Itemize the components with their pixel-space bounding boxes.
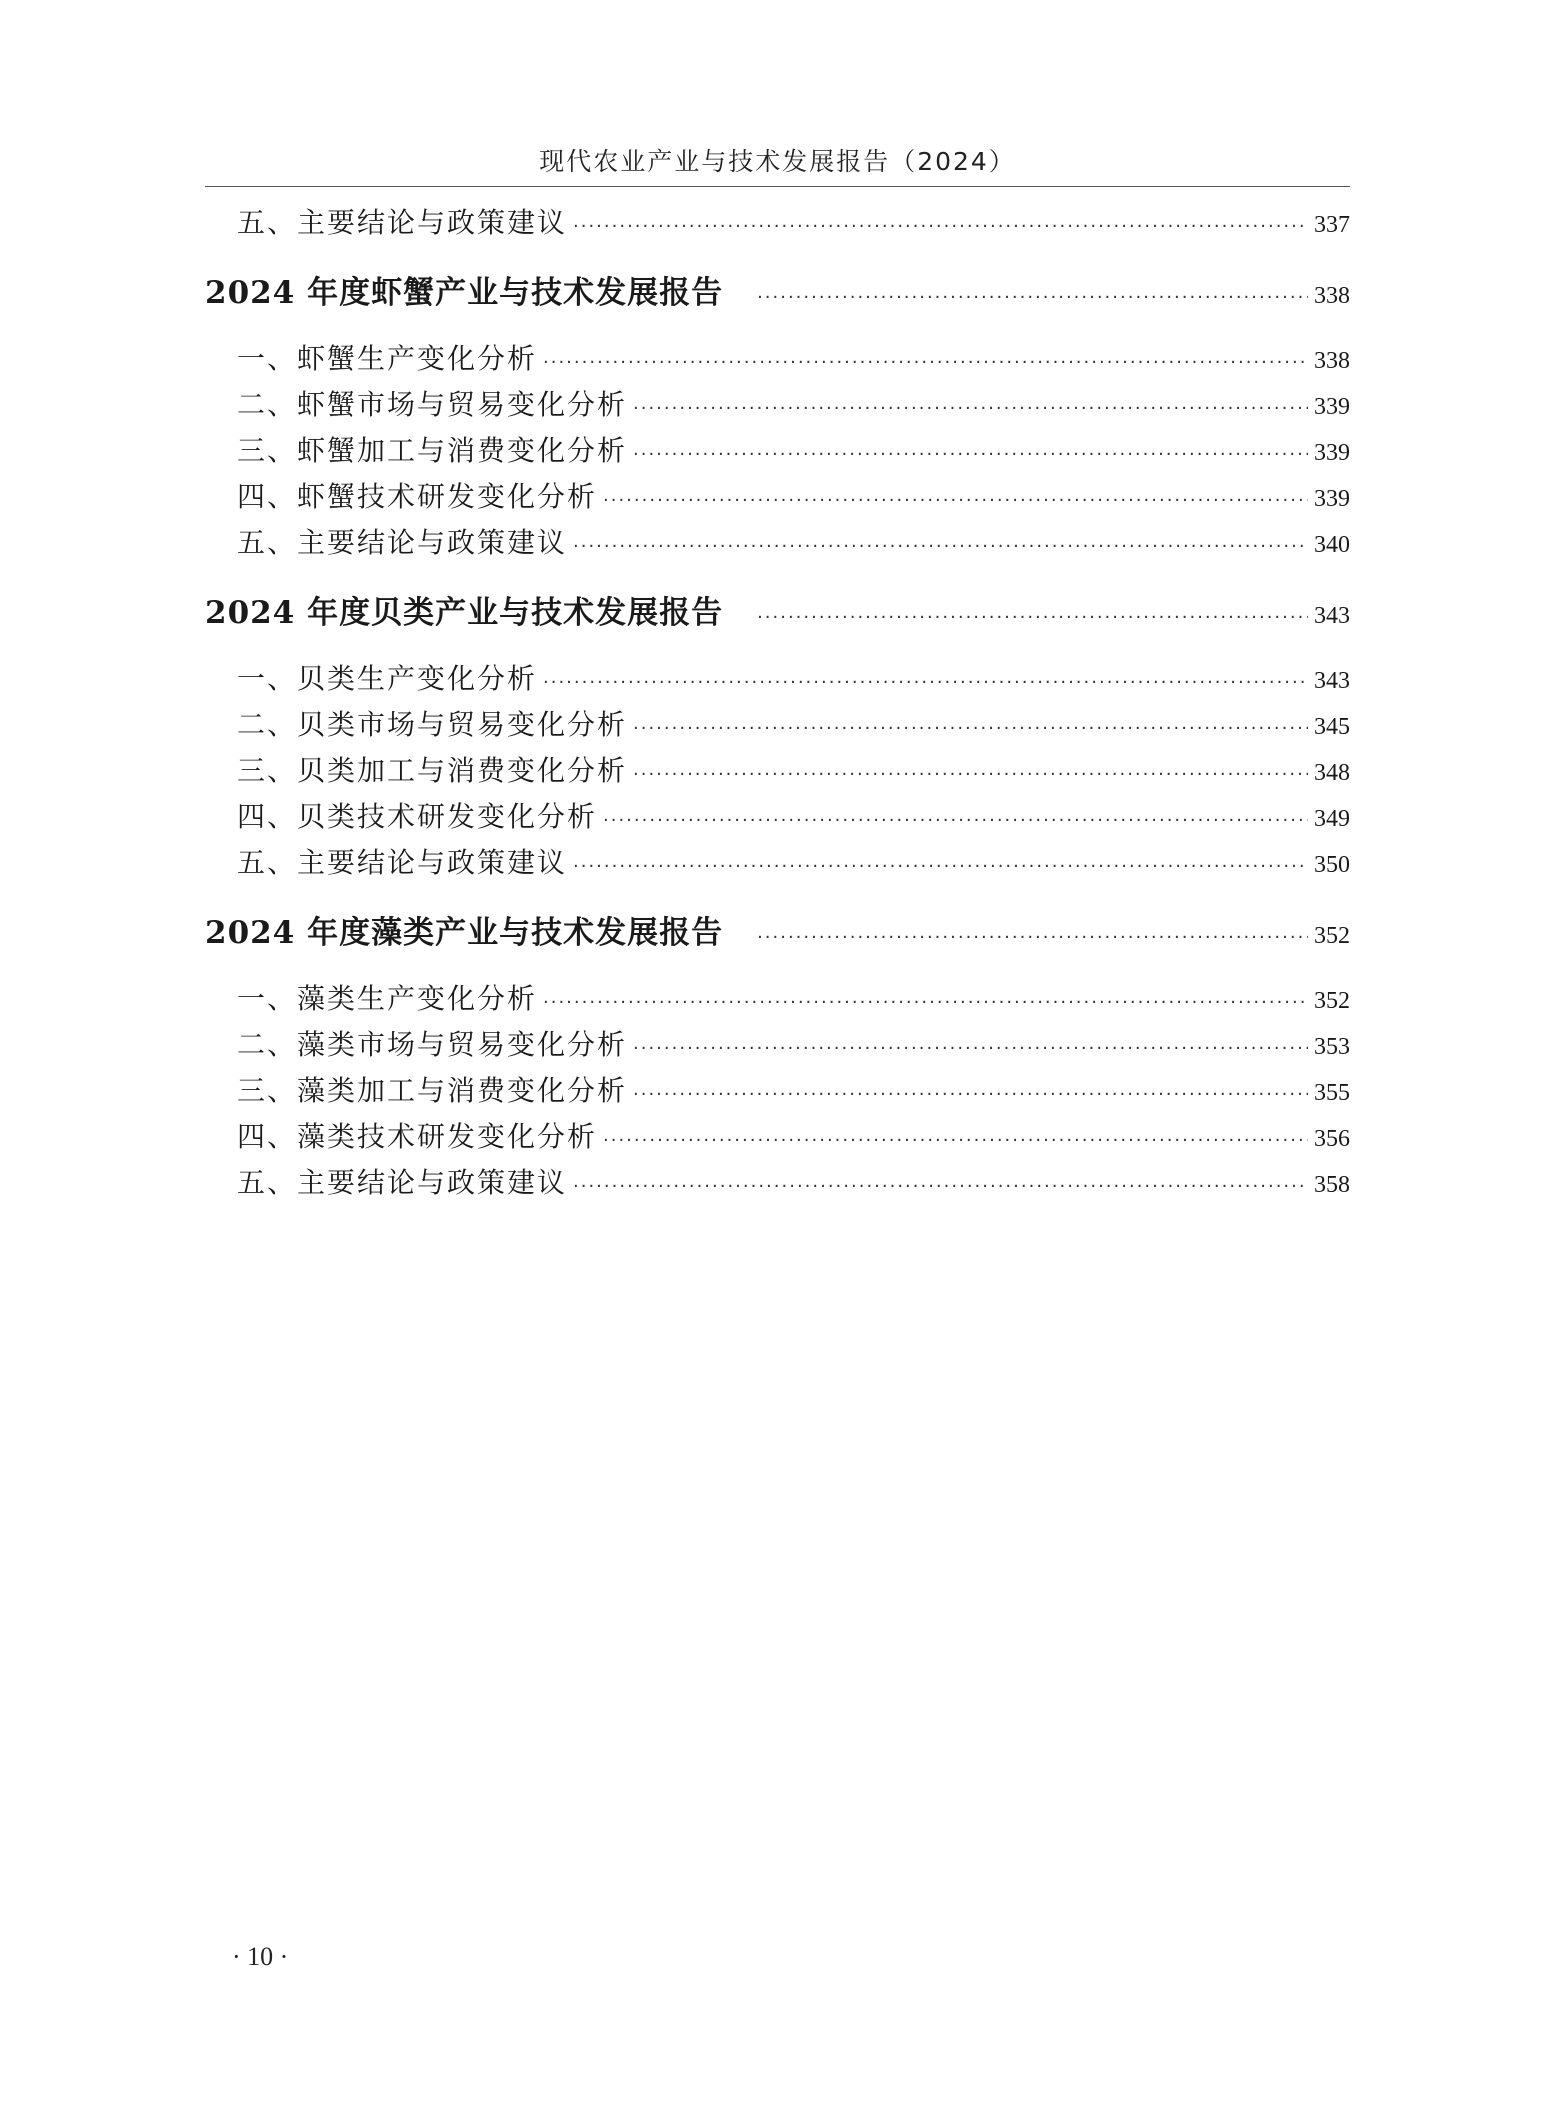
toc-entry-title: 二、藻类市场与贸易变化分析 (237, 1028, 628, 1061)
dot-leader (603, 478, 1308, 524)
toc-entry-title: 四、藻类技术研发变化分析 (237, 1120, 598, 1153)
toc-entry-page-number: 339 (1314, 394, 1350, 420)
toc-entry-page-number: 345 (1314, 714, 1350, 740)
dot-leader (543, 980, 1308, 1026)
toc-subsection-entry[interactable] (205, 794, 1350, 840)
toc-entry-title: 一、虾蟹生产变化分析 (237, 342, 538, 375)
toc-entry-page-number: 352 (1314, 923, 1350, 949)
dot-leader (603, 1118, 1308, 1164)
toc-entry-page-number: 349 (1314, 806, 1350, 832)
toc-entry-title: 一、贝类生产变化分析 (237, 662, 538, 695)
toc-entry-title: 二、贝类市场与贸易变化分析 (237, 708, 628, 741)
toc-subsection-entry[interactable] (205, 1114, 1350, 1160)
toc-entry-page-number: 356 (1314, 1126, 1350, 1152)
toc-subsection-entry[interactable] (205, 382, 1350, 428)
dot-leader (543, 340, 1308, 386)
toc-entry-title: 2024 年度虾蟹产业与技术发展报告 (205, 275, 724, 311)
toc-subsection-entry[interactable] (205, 656, 1350, 702)
dot-leader (573, 524, 1308, 570)
toc-subsection-entry[interactable] (205, 520, 1350, 566)
toc-section-entry[interactable] (205, 270, 1350, 316)
dot-leader (633, 1072, 1308, 1118)
toc-subsection-entry[interactable] (205, 840, 1350, 886)
toc-subsection-entry[interactable] (205, 428, 1350, 474)
toc-entry-page-number: 358 (1314, 1172, 1350, 1198)
toc-entry-page-number: 350 (1314, 852, 1350, 878)
toc-entry-title: 五、主要结论与政策建议 (237, 1166, 568, 1199)
toc-entry-page-number: 338 (1314, 348, 1350, 374)
toc-entry-title: 三、藻类加工与消费变化分析 (237, 1074, 628, 1107)
page-number: · 10 · (232, 1942, 289, 1971)
dot-leader (633, 1026, 1308, 1072)
toc-entry-title: 2024 年度藻类产业与技术发展报告 (205, 915, 724, 951)
toc-entry-page-number: 355 (1314, 1080, 1350, 1106)
dot-leader (573, 204, 1308, 250)
toc-entry-title: 二、虾蟹市场与贸易变化分析 (237, 388, 628, 421)
dot-leader (573, 1164, 1308, 1210)
toc-section-entry[interactable] (205, 590, 1350, 636)
toc-subsection-entry[interactable] (205, 1068, 1350, 1114)
toc-entry-page-number: 352 (1314, 988, 1350, 1014)
toc-entry-page-number: 353 (1314, 1034, 1350, 1060)
toc-entry-page-number: 337 (1314, 212, 1350, 238)
dot-leader (633, 752, 1308, 798)
toc-entry-page-number: 338 (1314, 283, 1350, 309)
toc-entry-page-number: 339 (1314, 440, 1350, 466)
running-header: 现代农业产业与技术发展报告（2024） (539, 147, 1016, 176)
toc-entry-title: 四、贝类技术研发变化分析 (237, 800, 598, 833)
toc-subsection-entry[interactable] (205, 336, 1350, 382)
toc-subsection-entry[interactable] (205, 474, 1350, 520)
toc-subsection-entry[interactable] (205, 1022, 1350, 1068)
toc-subsection-entry[interactable] (205, 1160, 1350, 1206)
toc-entry-page-number: 339 (1314, 486, 1350, 512)
dot-leader (757, 595, 1308, 641)
toc-entry-title: 五、主要结论与政策建议 (237, 526, 568, 559)
dot-leader (633, 386, 1308, 432)
dot-leader (633, 432, 1308, 478)
toc-entry-page-number: 343 (1314, 668, 1350, 694)
dot-leader (757, 275, 1308, 321)
toc-subsection-entry[interactable] (205, 976, 1350, 1022)
toc-entry-page-number: 348 (1314, 760, 1350, 786)
dot-leader (757, 915, 1308, 961)
dot-leader (573, 844, 1308, 890)
toc-entry-title: 一、藻类生产变化分析 (237, 982, 538, 1015)
dot-leader (543, 660, 1308, 706)
toc-entry-title: 三、虾蟹加工与消费变化分析 (237, 434, 628, 467)
toc-entry-title: 2024 年度贝类产业与技术发展报告 (205, 595, 724, 631)
toc-subsection-entry[interactable] (205, 748, 1350, 794)
toc-section-entry[interactable] (205, 910, 1350, 956)
table-of-contents (205, 200, 1350, 1206)
toc-subsection-entry[interactable] (205, 702, 1350, 748)
dot-leader (603, 798, 1308, 844)
toc-entry-page-number: 340 (1314, 532, 1350, 558)
header-rule (205, 186, 1350, 187)
toc-entry-title: 三、贝类加工与消费变化分析 (237, 754, 628, 787)
toc-entry-page-number: 343 (1314, 603, 1350, 629)
toc-subsection-entry[interactable] (205, 200, 1350, 246)
dot-leader (633, 706, 1308, 752)
toc-entry-title: 五、主要结论与政策建议 (237, 846, 568, 879)
toc-entry-title: 四、虾蟹技术研发变化分析 (237, 480, 598, 513)
toc-entry-title: 五、主要结论与政策建议 (237, 206, 568, 239)
